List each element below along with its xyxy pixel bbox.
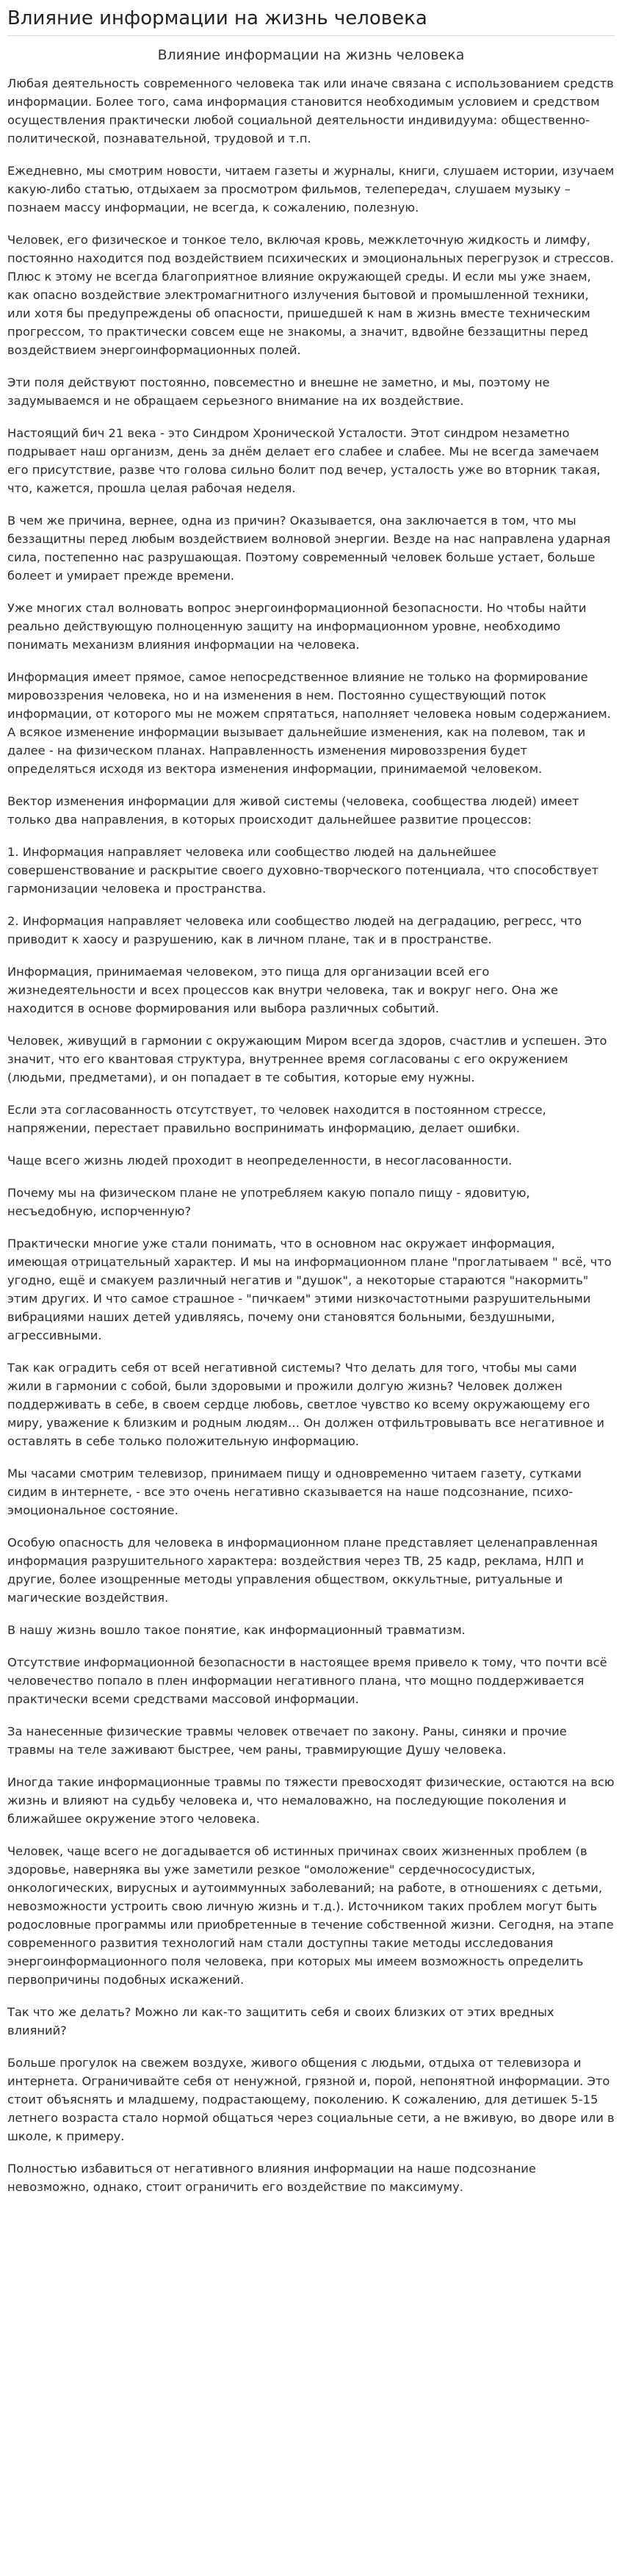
page-title: Влияние информации на жизнь человека	[7, 4, 615, 36]
paragraph: Мы часами смотрим телевизор, принимаем пищу и одновременно читаем газету, сутками сидим в интернете, - все это очень негативно сказывается на наше подсознание, психо-эмоциональное состояние.	[7, 1467, 582, 1517]
paragraph: В нашу жизнь вошло такое понятие, как информационный травматизм.	[7, 1623, 466, 1637]
paragraph: Любая деятельность современного человека так или иначе связана с использованием средств информации. Более того, сама информация становится необходимым условием и средством осуществления практически любой социальной деятельности индивидуума: общественно-политической, познавательной, трудовой и т.п.	[7, 76, 614, 145]
paragraph: Если эта согласованность отсутствует, то человек находится в постоянном стрессе, напряжении, перестает правильно воспринимать информацию, делает ошибки.	[7, 1103, 546, 1135]
list-item: 2. Информация направляет человека или сообщество людей на деградацию, регресс, что приводит к хаосу и разрушению, как в личном плане, так и в пространстве.	[7, 914, 582, 946]
paragraph: Отсутствие информационной безопасности в настоящее время привело к тому, что почти всё человечество попало в плен информации негативного плана, что мощно поддерживается практически всеми средствами массовой информации.	[7, 1655, 607, 1706]
paragraph: Так как оградить себя от всей негативной системы? Что делать для того, чтобы мы сами жили в гармонии с собой, были здоровыми и прожили долгую жизнь? Человек должен поддерживать в себе, в своем сердце любовь, светлое чувство ко всему окружающему его миру, уважение к близким и родным людям… Он должен отфильтровывать все негативное и оставлять в себе только положительную информацию.	[7, 1361, 604, 1448]
paragraph: За нанесенные физические травмы человек отвечает по закону. Раны, синяки и прочие травмы на теле заживают быстрее, чем раны, травмирующие Душу человека.	[7, 1724, 567, 1757]
paragraph: Эти поля действуют постоянно, повсеместно и внешне не заметно, и мы, поэтому не задумываемся и не обращаем серьезного внимание на их воздействие.	[7, 375, 550, 408]
paragraph: Вектор изменения информации для живой системы (человека, сообщества людей) имеет только два направления, в которых происходит дальнейшее развитие процессов:	[7, 794, 579, 827]
paragraph: Полностью избавиться от негативного влияния информации на наше подсознание невозможно, однако, стоит ограничить его воздействие по максимуму.	[7, 2162, 536, 2194]
paragraph: Человек, чаще всего не догадывается об истинных причинах своих жизненных проблем (в здоровье, наверняка вы уже заметили резкое "омоложение" сердечнососудистых, онкологических, вирусных и аутоиммунных заболеваний; на работе, в отношениях с детьми, невозможности устроить свою личную жизнь и т.д.). Источником таких проблем могут быть родословные программы или приобретенные в течение собственной жизни. Сегодня, на этапе современного развития технологий нам стали доступны такие методы исследования энергоинформационного поля человека, при которых мы имеем возможность определить первопричины подобных искажений.	[7, 1844, 614, 1987]
paragraph: Человек, его физическое и тонкое тело, включая кровь, межклеточную жидкость и лимфу, постоянно находится под воздействием психических и эмоциональных перегрузок и стрессов. Плюс к этому не всегда благоприятное влияние окружающей среды. И если мы уже знаем, как опасно воздействие электромагнитного излучения бытовой и промышленной техники, или хотя бы предупреждены об опасности, пришедшей к нам в жизнь вместе техническим прогрессом, то практически совсем еще не знакомы, а значит, вдвойне беззащитны перед воздействием энергоинформационных полей.	[7, 233, 614, 357]
paragraph: Информация, принимаемая человеком, это пища для организации всей его жизнедеятельности и всех процессов как внутри человека, так и вокруг него. Она же находится в основе формирования или выбора различных событий.	[7, 965, 558, 1015]
article-body	[7, 74, 615, 2196]
paragraph: Больше прогулок на свежем воздухе, живого общения с людьми, отдыха от телевизора и интернета. Ограничивайте себя от ненужной, грязной и, порой, непонятной информации. Это стоит объяснять и младшему, подрастающему, поколению. К сожалению, для детишек 5-15 летнего возраста стало нормой общаться через социальные сети, а не вживую, во дворе или в школе, к примеру.	[7, 2056, 615, 2143]
paragraph: Чаще всего жизнь людей проходит в неопределенности, в несогласованности.	[7, 1154, 513, 1168]
paragraph: Иногда такие информационные травмы по тяжести превосходят физические, остаются на всю жизнь и влияют на судьбу человека и, что немаловажно, на последующие поколения и ближайшее окружение этого человека.	[7, 1775, 615, 1826]
paragraph: В чем же причина, вернее, одна из причин? Оказывается, она заключается в том, что мы беззащитны перед любым воздействием волновой энергии. Везде на нас направлена ударная сила, постепенно нас разрушающая. Поэтому современный человек больше устает, больше болеет и умирает прежде времени.	[7, 514, 611, 583]
paragraph: Так что же делать? Можно ли как-то защитить себя и своих близких от этих вредных влияний?	[7, 2005, 554, 2037]
article-subtitle: Влияние информации на жизнь человека	[157, 47, 465, 63]
list-item: 1. Информация направляет человека или сообщество людей на дальнейшее совершенствование и раскрытие своего духовно-творческого потенциала, что способствует гармонизации человека и пространства.	[7, 845, 599, 896]
paragraph: Уже многих стал волновать вопрос энергоинформационной безопасности. Но чтобы найти реально действующую полноценную защиту на информационном уровне, необходимо понимать механизм влияния информации на человека.	[7, 601, 587, 652]
paragraph: Практически многие уже стали понимать, что в основном нас окружает информация, имеющая отрицательный характер. И мы на информационном плане "проглатываем " всё, что угодно, ещё и смакуем различный негатив и "душок", а некоторые стараются "накормить" этим других. И что самое страшное - "пичкаем" этими низкочастотными разрушительными вибрациями наших детей удивляясь, почему они становятся больными, бездушными, агрессивными.	[7, 1237, 612, 1342]
paragraph: Ежедневно, мы смотрим новости, читаем газеты и журналы, книги, слушаем истории, изучаем какую-либо статью, отдыхаем за просмотром фильмов, телепередач, слушаем музыку – познаем массу информации, не всегда, к сожалению, полезную.	[7, 164, 615, 215]
paragraph: Настоящий бич 21 века - это Синдром Хронической Усталости. Этот синдром незаметно подрывает наш организм, день за днём делает его слабее и слабее. Мы не всегда замечаем его присутствие, разве что голова сильно болит под вечер, усталость уже во вторник такая, что, кажется, прошла целая рабочая неделя.	[7, 426, 601, 495]
paragraph: Особую опасность для человека в информационном плане представляет целенаправленная информация разрушительного характера: воздействия через ТВ, 25 кадр, реклама, НЛП и другие, более изощренные методы управления обществом, оккультные, ритуальные и магические воздействия.	[7, 1536, 598, 1605]
paragraph: Почему мы на физическом плане не употребляем какую попало пищу - ядовитую, несъедобную, испорченную?	[7, 1186, 530, 1218]
paragraph: Человек, живущий в гармонии с окружающим Миром всегда здоров, счастлив и успешен. Это значит, что его квантовая структура, внутреннее время согласованы с его окружением (людьми, предметами), и он попадает в те события, которые ему нужны.	[7, 1034, 607, 1084]
paragraph: Информация имеет прямое, самое непосредственное влияние не только на формирование мировоззрения человека, но и на изменения в нем. Постоянно существующий поток информации, от которого мы не можем спрятаться, наполняет человека новым содержанием. А всякое изменение информации вызывает дальнейшие изменения, как на полевом, так и далее - на физическом планах. Направленность изменения мировоззрения будет определяться исходя из вектора изменения информации, принимаемой человеком.	[7, 670, 611, 776]
